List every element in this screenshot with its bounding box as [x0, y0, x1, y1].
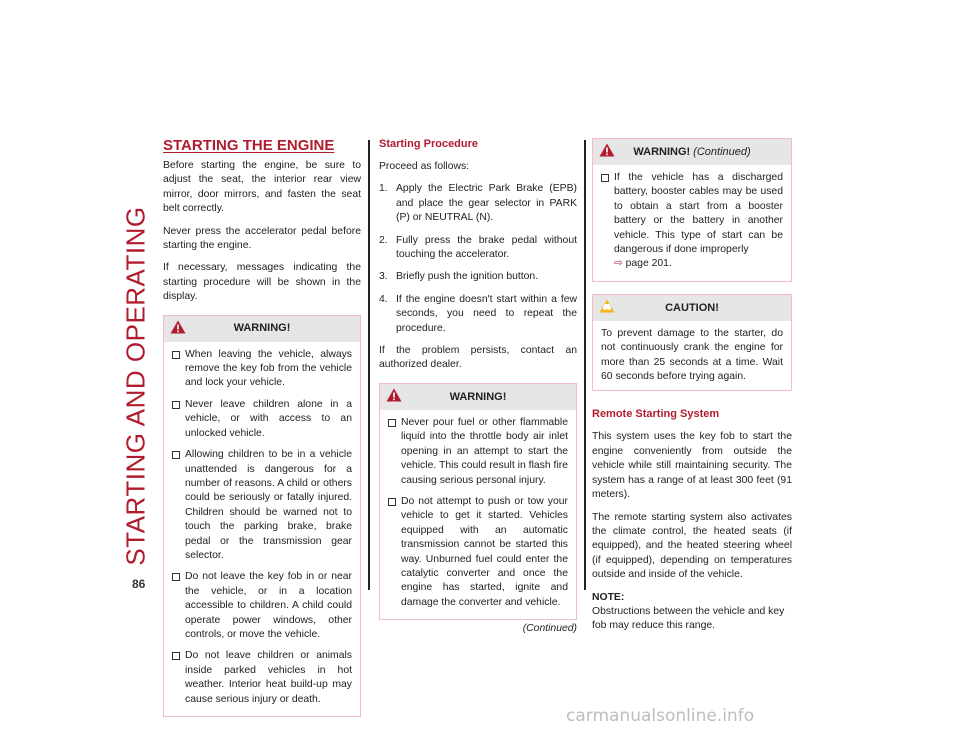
warning-title: WARNING! — [449, 390, 507, 403]
caution-box — [592, 294, 792, 392]
bullet-square-icon — [172, 573, 180, 581]
bullet-square-icon — [172, 451, 180, 459]
paragraph: Before starting the engine, be sure to adjust the seat, the interior rear view mirror, door mirrors, and fasten the seat belt correctly. — [163, 160, 361, 215]
warning-box-header — [593, 139, 791, 165]
list-item: Never pour fuel or other flammable liquid into the throttle body air inlet opening in an attempt to start the vehicle. This could result in flash fire causing serious personal injury. — [388, 416, 568, 488]
warning-triangle-icon — [386, 388, 402, 402]
list-item: Allowing children to be in a vehicle unattended is dangerous for a number of reasons. A child or others could be seriously or fatally injured. Children should be warned not to touch the parking brake, brake pedal or the transmission gear selector. — [172, 448, 352, 563]
caution-title: CAUTION! — [665, 301, 719, 314]
note-text: Obstructions between the vehicle and key fob may reduce this range. — [592, 605, 785, 632]
list-item: 2. Fully press the brake pedal without touching the accelerator. — [379, 234, 577, 261]
caution-box-header — [593, 295, 791, 321]
caution-text: To prevent damage to the starter, do not continuously crank the engine for more than 25 seconds at a time. Wait 60 seconds before trying again. — [601, 327, 783, 383]
page-ref-arrow-icon: ⇨ — [614, 258, 623, 270]
continued-label: (Continued) — [522, 623, 577, 635]
list-item: If the vehicle has a discharged battery, booster cables may be used to obtain a start from a booster battery or the battery in another vehicle. This type of start can be dangerous if done improperly ⇨ page 201. — [601, 171, 783, 272]
column-divider-2 — [584, 140, 586, 590]
warning-title: WARNING! — [233, 322, 291, 335]
warning-box-header — [164, 316, 360, 342]
warning-triangle-icon — [599, 143, 615, 157]
caution-triangle-icon — [599, 299, 615, 313]
paragraph: This system uses the key fob to start the engine conveniently from outside the vehicle while still maintaining security. The system has a range of at least 300 feet (91 meters). — [592, 431, 792, 501]
section-heading: STARTING THE ENGINE — [163, 137, 335, 154]
bullet-square-icon — [172, 401, 180, 409]
paragraph: Never press the accelerator pedal before starting the engine. — [163, 225, 361, 252]
warning-continued-suffix: (Continued) — [693, 145, 751, 158]
paragraph: Proceed as follows: — [379, 161, 470, 172]
list-item: Do not leave children or animals inside parked vehicles in hot weather. Interior heat build-up may cause serious injury or death. — [172, 649, 352, 707]
warning-continued-box — [592, 138, 792, 282]
paragraph: If the problem persists, contact an authorized dealer. — [379, 345, 577, 371]
page-number: 86 — [132, 577, 146, 591]
bullet-square-icon — [601, 174, 609, 182]
warning-box-header — [380, 384, 576, 410]
bullet-square-icon — [388, 498, 396, 506]
watermark: carmanualsonline.info — [566, 706, 755, 726]
warning-box — [379, 383, 577, 620]
step-list — [379, 182, 577, 336]
paragraph: If necessary, messages indicating the starting procedure will be shown in the display. — [163, 262, 361, 303]
note-label: NOTE: — [592, 591, 625, 603]
list-item: 1. Apply the Electric Park Brake (EPB) and place the gear selector in PARK (P) or NEUTRAL (N). — [379, 183, 577, 224]
subsection-heading: Starting Procedure — [379, 138, 479, 150]
list-item: 4. If the engine doesn't start within a few seconds, you need to repeat the procedure. — [379, 293, 577, 334]
warning-box — [163, 315, 361, 717]
bullet-square-icon — [172, 652, 180, 660]
list-item: 3. Briefly push the ignition button. — [379, 271, 539, 283]
column-2 — [379, 137, 577, 637]
list-item: When leaving the vehicle, always remove the key fob from the vehicle and lock your vehicle. — [172, 348, 352, 391]
list-item: Never leave children alone in a vehicle, or with access to an unlocked vehicle. — [172, 398, 352, 441]
column-3 — [592, 138, 792, 642]
list-item: Do not leave the key fob in or near the vehicle, or in a location accessible to children. A child could operate power windows, other controls, or move the vehicle. — [172, 570, 352, 642]
subsection-heading: Remote Starting System — [592, 408, 720, 421]
list-item: Do not attempt to push or tow your vehicle to get it started. Vehicles equipped with an automatic transmission cannot be started this way. Unburned fuel could enter the catalytic converter and once the engine has started, ignite and damage the converter and vehicle. — [388, 495, 568, 610]
warning-title: WARNING! — [633, 145, 691, 158]
paragraph: The remote starting system also activates the climate control, the heated seats (if equipped), and the heated steering wheel (if equipped), depending on temperatures outside and inside of the vehicle. — [592, 511, 792, 581]
warning-triangle-icon — [170, 320, 186, 334]
page-ref-link[interactable]: page 201. — [625, 258, 672, 270]
column-divider-1 — [368, 140, 370, 590]
column-1 — [163, 137, 361, 727]
bullet-square-icon — [172, 351, 180, 359]
bullet-square-icon — [388, 419, 396, 427]
